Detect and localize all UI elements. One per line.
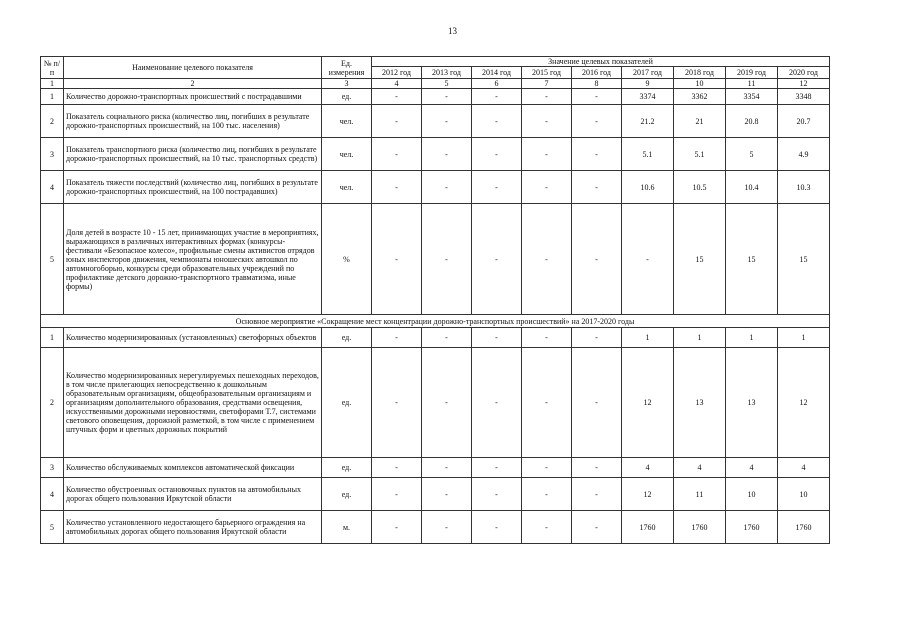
value-cell: - — [472, 105, 522, 138]
value-cell: - — [572, 171, 622, 204]
value-cell: - — [622, 204, 674, 315]
header-year: 2017 год — [622, 67, 674, 79]
value-cell: - — [472, 458, 522, 478]
value-cell: - — [422, 348, 472, 458]
value-cell: - — [522, 171, 572, 204]
value-cell: - — [472, 204, 522, 315]
header-year: 2014 год — [472, 67, 522, 79]
unit: ед. — [322, 458, 372, 478]
value-cell: - — [522, 204, 572, 315]
value-cell: - — [572, 138, 622, 171]
column-index: 6 — [472, 79, 522, 89]
table-row — [41, 348, 830, 458]
unit: чел. — [322, 138, 372, 171]
value-cell: 13 — [726, 348, 778, 458]
value-cell: - — [472, 328, 522, 348]
table-row — [41, 478, 830, 511]
value-cell: 4 — [778, 458, 830, 478]
value-cell: - — [522, 348, 572, 458]
header-year: 2016 год — [572, 67, 622, 79]
value-cell: 4 — [674, 458, 726, 478]
value-cell: - — [372, 348, 422, 458]
value-cell: - — [372, 328, 422, 348]
row-number: 4 — [41, 171, 64, 204]
column-index: 1 — [41, 79, 64, 89]
value-cell: 10 — [778, 478, 830, 511]
header-num: № п/п — [41, 57, 64, 79]
value-cell: - — [422, 328, 472, 348]
row-number: 1 — [41, 328, 64, 348]
value-cell: - — [422, 138, 472, 171]
header-values-title: Значение целевых показателей — [372, 57, 830, 67]
header-year: 2012 год — [372, 67, 422, 79]
value-cell: - — [522, 105, 572, 138]
column-index: 12 — [778, 79, 830, 89]
value-cell: - — [472, 171, 522, 204]
header-year: 2019 год — [726, 67, 778, 79]
value-cell: - — [372, 204, 422, 315]
value-cell: 1760 — [674, 511, 726, 544]
value-cell: - — [572, 204, 622, 315]
indicator-name: Доля детей в возрасте 10 - 15 лет, принимающих участие в мероприятиях, выражающихся в различных интерактивных формах (конкурсы-фестивали «Безопасное колесо», профильные смены активистов отрядов юных инспекторов движения, чемпионаты юношеских автошкол по автомногоборью, конкурсы среди образовательных учреждений по профилактике детского дорожно-транспортного травматизма, иные формы) — [64, 204, 322, 315]
value-cell: 3362 — [674, 89, 726, 105]
page-number: 13 — [448, 26, 457, 36]
value-cell: - — [522, 478, 572, 511]
value-cell: 12 — [622, 478, 674, 511]
section-row — [41, 315, 830, 328]
value-cell: - — [472, 89, 522, 105]
value-cell: - — [522, 138, 572, 171]
value-cell: 1 — [726, 328, 778, 348]
column-index: 9 — [622, 79, 674, 89]
column-index: 2 — [64, 79, 322, 89]
value-cell: 4.9 — [778, 138, 830, 171]
unit: чел. — [322, 171, 372, 204]
unit: % — [322, 204, 372, 315]
header-year: 2020 год — [778, 67, 830, 79]
indicator-name: Количество обслуживаемых комплексов автоматической фиксации — [64, 458, 322, 478]
value-cell: - — [372, 138, 422, 171]
row-number: 5 — [41, 511, 64, 544]
value-cell: 4 — [726, 458, 778, 478]
value-cell: - — [372, 89, 422, 105]
value-cell: - — [572, 328, 622, 348]
table-row — [41, 89, 830, 105]
value-cell: 15 — [674, 204, 726, 315]
column-index: 4 — [372, 79, 422, 89]
column-index: 11 — [726, 79, 778, 89]
table-row — [41, 204, 830, 315]
value-cell: - — [422, 89, 472, 105]
value-cell: - — [372, 171, 422, 204]
value-cell: 10.4 — [726, 171, 778, 204]
value-cell: - — [572, 105, 622, 138]
value-cell: - — [572, 478, 622, 511]
value-cell: - — [472, 138, 522, 171]
unit: ед. — [322, 89, 372, 105]
header-unit: Ед. измерения — [322, 57, 372, 79]
row-number: 1 — [41, 89, 64, 105]
row-number: 2 — [41, 105, 64, 138]
value-cell: - — [422, 458, 472, 478]
value-cell: - — [472, 348, 522, 458]
value-cell: 1760 — [726, 511, 778, 544]
column-index: 5 — [422, 79, 472, 89]
value-cell: - — [522, 328, 572, 348]
unit: м. — [322, 511, 372, 544]
unit: ед. — [322, 478, 372, 511]
header-year: 2013 год — [422, 67, 472, 79]
value-cell: 3348 — [778, 89, 830, 105]
value-cell: 5.1 — [674, 138, 726, 171]
column-index-row — [41, 79, 830, 89]
value-cell: 1760 — [622, 511, 674, 544]
column-index: 10 — [674, 79, 726, 89]
value-cell: 10.5 — [674, 171, 726, 204]
value-cell: 1 — [622, 328, 674, 348]
value-cell: 4 — [622, 458, 674, 478]
value-cell: 1 — [674, 328, 726, 348]
value-cell: 11 — [674, 478, 726, 511]
indicator-name: Количество дорожно-транспортных происшествий с пострадавшими — [64, 89, 322, 105]
row-number: 2 — [41, 348, 64, 458]
unit: чел. — [322, 105, 372, 138]
value-cell: 5.1 — [622, 138, 674, 171]
value-cell: - — [372, 478, 422, 511]
value-cell: - — [572, 458, 622, 478]
table-row — [41, 138, 830, 171]
column-index: 3 — [322, 79, 372, 89]
value-cell: - — [472, 478, 522, 511]
indicator-name: Показатель тяжести последствий (количество лиц, погибших в результате дорожно-транспортных происшествий, на 100 пострадавших) — [64, 171, 322, 204]
value-cell: 13 — [674, 348, 726, 458]
indicator-name: Количество установленного недостающего барьерного ограждения на автомобильных дорогах общего пользования Иркутской области — [64, 511, 322, 544]
table-row — [41, 328, 830, 348]
value-cell: 10.6 — [622, 171, 674, 204]
column-index: 7 — [522, 79, 572, 89]
value-cell: 15 — [778, 204, 830, 315]
value-cell: 21 — [674, 105, 726, 138]
row-number: 5 — [41, 204, 64, 315]
value-cell: - — [422, 478, 472, 511]
row-number: 4 — [41, 478, 64, 511]
value-cell: 3374 — [622, 89, 674, 105]
value-cell: 15 — [726, 204, 778, 315]
value-cell: 10 — [726, 478, 778, 511]
table-row — [41, 458, 830, 478]
unit: ед. — [322, 348, 372, 458]
value-cell: 10.3 — [778, 171, 830, 204]
value-cell: - — [572, 511, 622, 544]
value-cell: 3354 — [726, 89, 778, 105]
row-number: 3 — [41, 458, 64, 478]
value-cell: - — [422, 171, 472, 204]
column-index: 8 — [572, 79, 622, 89]
indicator-name: Количество модернизированных (установленных) светофорных объектов — [64, 328, 322, 348]
indicator-name: Количество модернизированных нерегулируемых пешеходных переходов, в том числе прилегающих непосредственно к дошкольным образовательным организациям, общеобразовательным организациям и организациям дополнительного образования, средствами освещения, искусственными дорожными неровностями, светофорами Т.7, системами светового оповещения, дорожной разметкой, в том числе с применением штучных форм и цветных дорожных покрытий — [64, 348, 322, 458]
value-cell: - — [372, 105, 422, 138]
table-row — [41, 105, 830, 138]
header-name: Наименование целевого показателя — [64, 57, 322, 79]
value-cell: 5 — [726, 138, 778, 171]
value-cell: - — [422, 511, 472, 544]
value-cell: - — [522, 511, 572, 544]
value-cell: - — [472, 511, 522, 544]
value-cell: - — [572, 89, 622, 105]
value-cell: 20.7 — [778, 105, 830, 138]
indicator-name: Показатель социального риска (количество лиц, погибших в результате дорожно-транспортных происшествий, на 100 тыс. населения) — [64, 105, 322, 138]
value-cell: 20.8 — [726, 105, 778, 138]
value-cell: 12 — [778, 348, 830, 458]
value-cell: - — [572, 348, 622, 458]
table-row — [41, 511, 830, 544]
section-title: Основное мероприятие «Сокращение мест концентрации дорожно-транспортных происшествий» на 2017-2020 годы — [41, 315, 830, 328]
header-year: 2018 год — [674, 67, 726, 79]
value-cell: 21.2 — [622, 105, 674, 138]
value-cell: - — [372, 458, 422, 478]
row-number: 3 — [41, 138, 64, 171]
table-body — [41, 79, 830, 544]
indicator-name: Количество обустроенных остановочных пунктов на автомобильных дорогах общего пользования Иркутской области — [64, 478, 322, 511]
target-indicators-table — [40, 56, 830, 544]
value-cell: - — [522, 458, 572, 478]
header-year: 2015 год — [522, 67, 572, 79]
unit: ед. — [322, 328, 372, 348]
table-row — [41, 171, 830, 204]
value-cell: - — [522, 89, 572, 105]
value-cell: - — [422, 105, 472, 138]
indicator-name: Показатель транспортного риска (количество лиц, погибших в результате дорожно-транспортных происшествий, на 10 тыс. транспортных средств) — [64, 138, 322, 171]
value-cell: - — [372, 511, 422, 544]
value-cell: 1760 — [778, 511, 830, 544]
value-cell: 1 — [778, 328, 830, 348]
value-cell: 12 — [622, 348, 674, 458]
value-cell: - — [422, 204, 472, 315]
